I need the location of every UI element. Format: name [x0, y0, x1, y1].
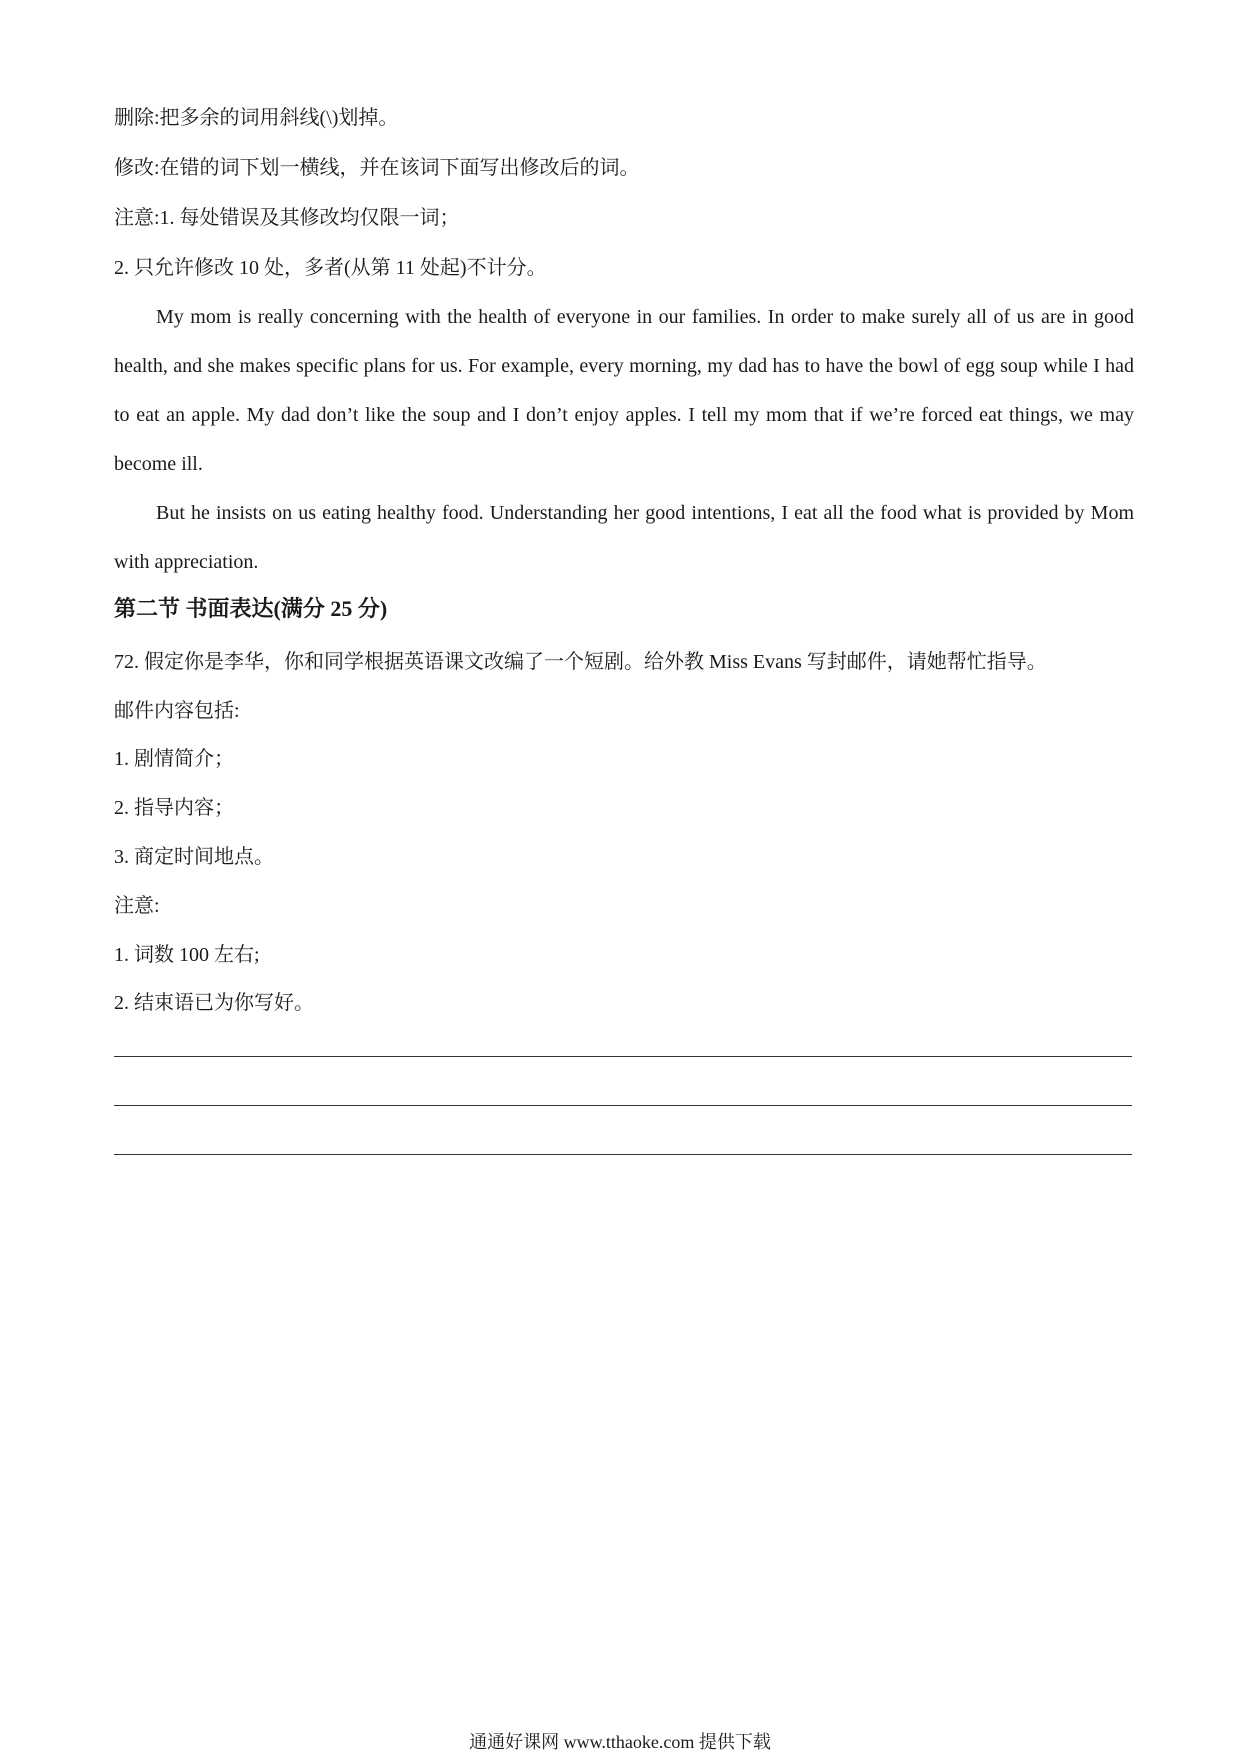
answer-line[interactable]	[114, 1056, 1132, 1057]
writing-question: 72. 假定你是李华，你和同学根据英语课文改编了一个短剧。给外教 Miss Evans 写封邮件，请她帮忙指导。	[114, 651, 1047, 673]
content-item: 2. 指导内容；	[114, 797, 234, 819]
note-one: 注意:1. 每处错误及其修改均仅限一词；	[114, 207, 460, 229]
passage-paragraph-2	[114, 489, 1134, 587]
modify-instruction: 修改:在错的词下划一横线，并在该词下面写出修改后的词。	[114, 157, 640, 179]
content-item: 3. 商定时间地点。	[114, 846, 274, 868]
content-item: 1. 剧情简介；	[114, 748, 234, 770]
notes-heading: 注意:	[114, 895, 160, 917]
passage-paragraph-1	[114, 293, 1134, 489]
answer-line[interactable]	[114, 1154, 1132, 1155]
note-two: 2. 只允许修改 10 处，多者(从第 11 处起)不计分。	[114, 257, 547, 279]
passage-paragraph-2-text: But he insists on us eating healthy food. Understanding her good intentions, I eat all the food what is provided by Mom with appreciation.	[114, 502, 1134, 573]
notes-item: 2. 结束语已为你写好。	[114, 992, 314, 1014]
section-title: 第二节 书面表达(满分 25 分)	[114, 596, 388, 621]
notes-item: 1. 词数 100 左右;	[114, 944, 260, 966]
answer-line[interactable]	[114, 1105, 1132, 1106]
page-footer: 通通好课网 www.tthaoke.com 提供下载	[469, 1732, 771, 1752]
content-heading: 邮件内容包括:	[114, 700, 240, 722]
passage-paragraph-1-text: My mom is really concerning with the health of everyone in our families. In order to make surely all of us are in good health, and she makes specific plans for us. For example, every morning, my dad has to have the bowl of egg soup while I had to eat an apple. My dad don’t like the soup and I don’t enjoy apples. I tell my mom that if we’re forced eat things, we may become ill.	[114, 306, 1134, 475]
delete-instruction: 删除:把多余的词用斜线(\)划掉。	[114, 107, 399, 129]
